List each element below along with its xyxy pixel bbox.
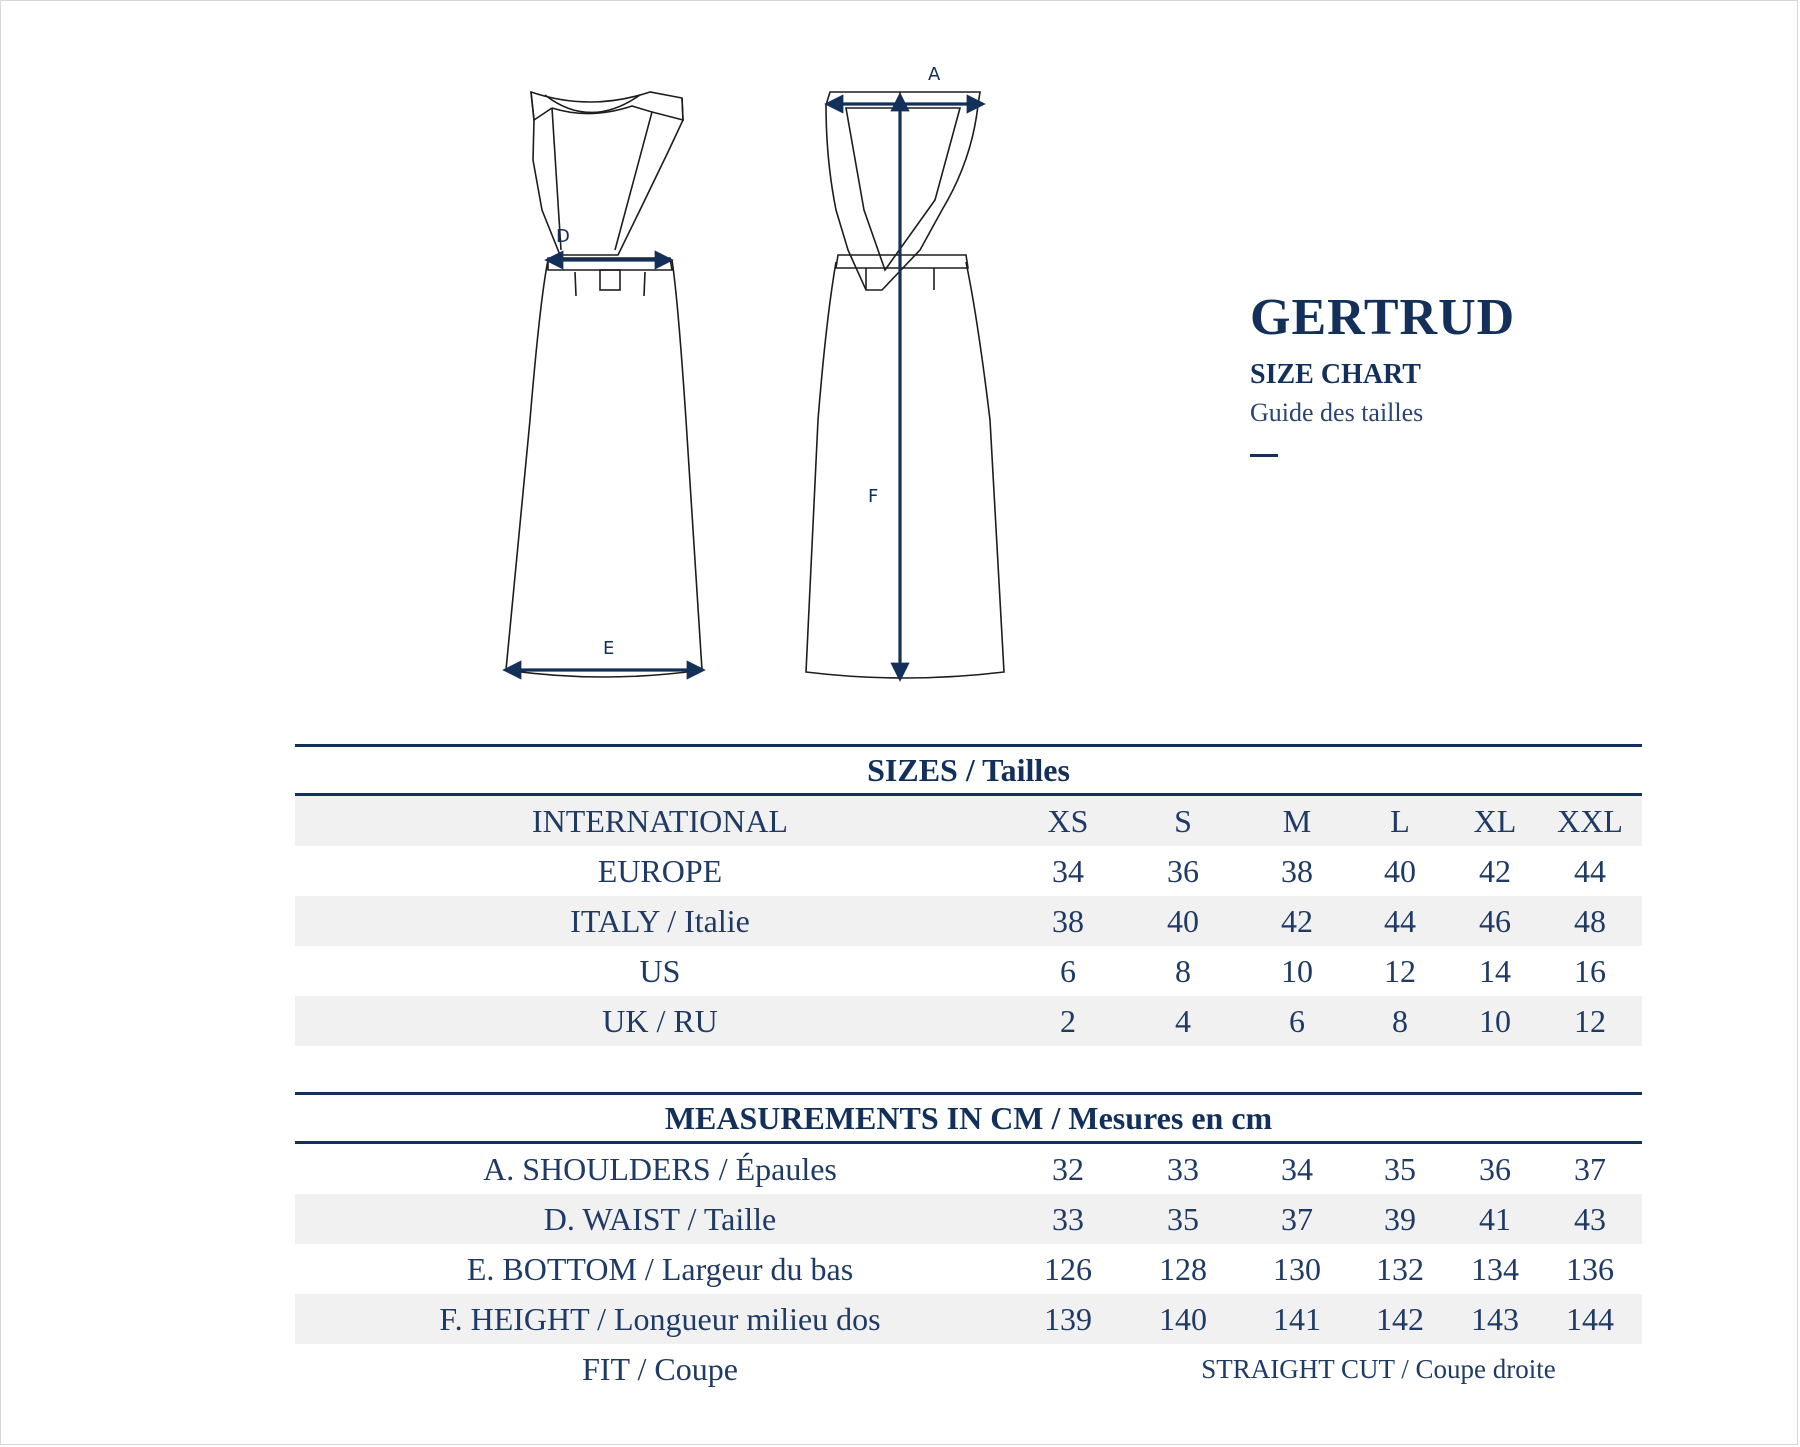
table-cell: XL (1473, 803, 1517, 839)
table-row (295, 846, 1642, 896)
sizes-table (295, 744, 1642, 1046)
row-label: ITALY / Italie (570, 903, 750, 939)
table-cell: 139 (1044, 1301, 1092, 1337)
table-cell: 4 (1175, 1003, 1191, 1039)
table-cell: 134 (1471, 1251, 1519, 1287)
table-cell: 6 (1289, 1003, 1305, 1039)
table-cell: 34 (1281, 1151, 1313, 1187)
table-row (295, 1144, 1642, 1194)
row-label: EUROPE (597, 853, 723, 889)
table-cell: 36 (1167, 853, 1199, 889)
table-row (295, 896, 1642, 946)
table-cell: 10 (1281, 953, 1313, 989)
table-cell: 143 (1471, 1301, 1519, 1337)
table-cell: 10 (1479, 1003, 1511, 1039)
table-cell: 12 (1384, 953, 1416, 989)
label-f: F (868, 486, 879, 507)
table-cell: 37 (1574, 1151, 1606, 1187)
table-cell: S (1174, 803, 1192, 839)
table-cell: 44 (1574, 853, 1606, 889)
table-row (295, 996, 1642, 1046)
table-cell: 8 (1175, 953, 1191, 989)
table-cell: 46 (1479, 903, 1511, 939)
table-cell: 42 (1281, 903, 1313, 939)
table-cell: 140 (1159, 1301, 1207, 1337)
table-cell: 40 (1384, 853, 1416, 889)
back-view (806, 92, 1004, 678)
table-cell: M (1282, 803, 1312, 839)
table-cell: 38 (1052, 903, 1084, 939)
label-a: A (928, 64, 941, 85)
table-cell: 38 (1281, 853, 1313, 889)
table-cell: 130 (1273, 1251, 1321, 1287)
table-cell: 39 (1384, 1201, 1416, 1237)
row-label: E. BOTTOM / Largeur du bas (466, 1251, 854, 1287)
fit-row (295, 1344, 1642, 1394)
table-cell: 144 (1566, 1301, 1614, 1337)
title-dash (1250, 454, 1278, 457)
table-cell: 8 (1392, 1003, 1408, 1039)
table-row (295, 946, 1642, 996)
table-cell: 33 (1167, 1151, 1199, 1187)
table-cell: 132 (1376, 1251, 1424, 1287)
table-cell: XS (1047, 803, 1089, 839)
measurements-header: MEASUREMENTS IN CM / Mesures en cm (664, 1100, 1273, 1136)
row-label: F. HEIGHT / Longueur milieu dos (439, 1301, 881, 1337)
table-row (295, 1194, 1642, 1244)
fit-label: FIT / Coupe (582, 1351, 738, 1387)
brand-block (1250, 290, 1650, 457)
table-cell: 35 (1384, 1151, 1416, 1187)
size-chart-title: SIZE CHART (1250, 359, 1421, 390)
table-cell: 48 (1574, 903, 1606, 939)
table-cell: XXL (1557, 803, 1623, 839)
table-cell: 2 (1060, 1003, 1076, 1039)
label-e: E (603, 638, 615, 659)
table-cell: 32 (1052, 1151, 1084, 1187)
table-cell: 44 (1384, 903, 1416, 939)
label-d: D (556, 226, 570, 247)
row-label: A. SHOULDERS / Épaules (483, 1151, 837, 1187)
table-cell: 136 (1566, 1251, 1614, 1287)
front-view (506, 92, 702, 677)
table-cell: 36 (1479, 1151, 1511, 1187)
table-cell: 14 (1479, 953, 1511, 989)
table-cell: 35 (1167, 1201, 1199, 1237)
sizes-header: SIZES / Tailles (867, 752, 1070, 788)
table-cell: 41 (1479, 1201, 1511, 1237)
table-cell: 42 (1479, 853, 1511, 889)
product-name: GERTRUD (1250, 289, 1516, 346)
measurement-labels (556, 64, 941, 659)
size-chart-subtitle: Guide des tailles (1250, 398, 1424, 427)
table-cell: 126 (1044, 1251, 1092, 1287)
table-cell: 43 (1574, 1201, 1606, 1237)
row-label: US (639, 953, 681, 989)
measurements-table (295, 1092, 1642, 1394)
fit-value: STRAIGHT CUT / Coupe droite (1201, 1354, 1556, 1384)
table-cell: 33 (1052, 1201, 1084, 1237)
table-cell: 40 (1167, 903, 1199, 939)
table-cell: 6 (1060, 953, 1076, 989)
row-label: D. WAIST / Taille (543, 1201, 777, 1237)
table-row (295, 1294, 1642, 1344)
table-cell: L (1390, 803, 1410, 839)
table-cell: 34 (1052, 853, 1084, 889)
row-label: UK / RU (602, 1003, 718, 1039)
table-cell: 12 (1574, 1003, 1606, 1039)
table-cell: 142 (1376, 1301, 1424, 1337)
measurement-arrows (506, 96, 982, 678)
row-label: INTERNATIONAL (532, 803, 788, 839)
table-row (295, 796, 1642, 846)
table-cell: 16 (1574, 953, 1606, 989)
table-cell: 37 (1281, 1201, 1313, 1237)
table-cell: 141 (1273, 1301, 1321, 1337)
table-cell: 128 (1159, 1251, 1207, 1287)
table-row (295, 1244, 1642, 1294)
